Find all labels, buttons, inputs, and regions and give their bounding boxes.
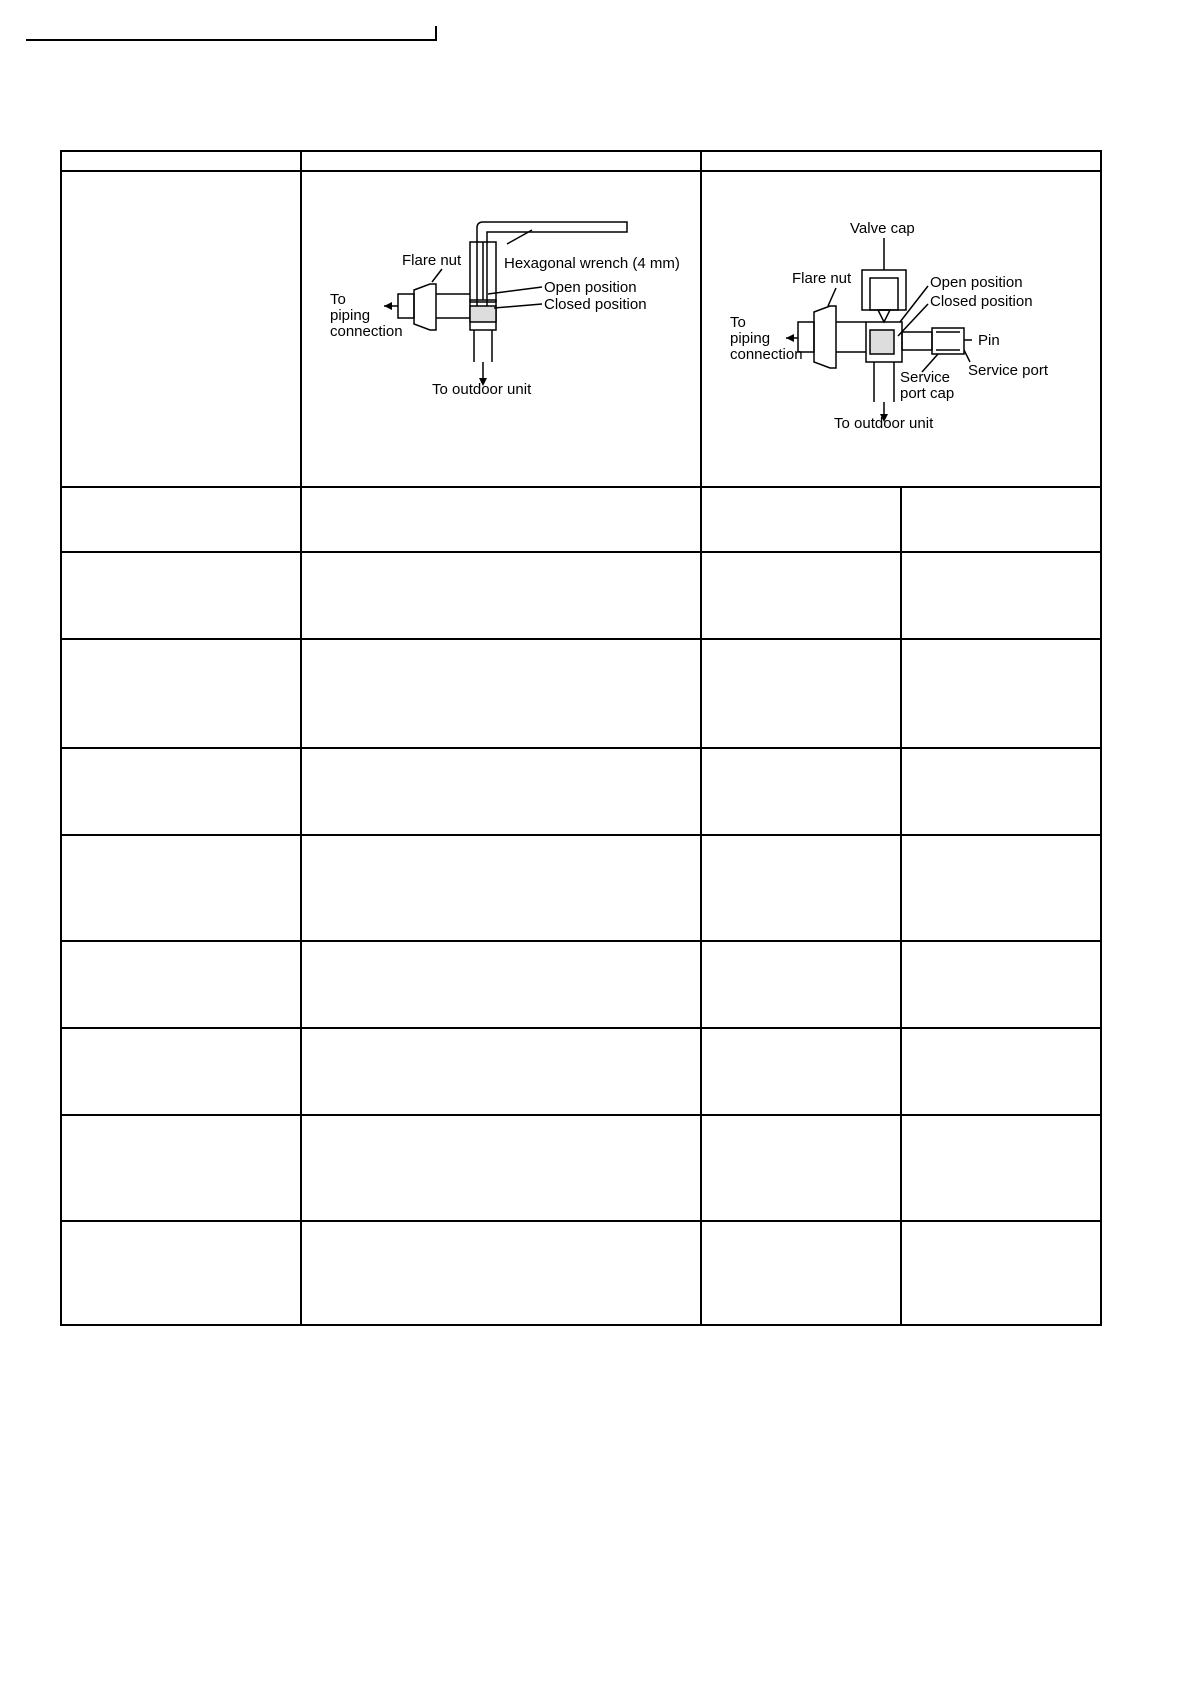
- three-way-closed-position-label: Closed position: [930, 293, 1033, 310]
- table-row: [61, 941, 1101, 1028]
- table-row: [61, 748, 1101, 835]
- table-cell: [701, 1028, 901, 1115]
- table-cell: [701, 1115, 901, 1221]
- table-cell: [61, 1115, 301, 1221]
- table-row: [61, 1028, 1101, 1115]
- table-cell: [701, 487, 901, 552]
- table-row: [61, 639, 1101, 748]
- table-cell: [61, 748, 301, 835]
- table-cell: [301, 1115, 701, 1221]
- table-cell: [301, 1028, 701, 1115]
- valve-cap-label: Valve cap: [850, 220, 915, 237]
- table-cell: [901, 1221, 1101, 1325]
- table-cell: [61, 552, 301, 639]
- table-cell: [301, 748, 701, 835]
- header-rule: [26, 39, 436, 41]
- table-cell: [301, 487, 701, 552]
- table-cell: [901, 1028, 1101, 1115]
- two-way-wrench-label: Hexagonal wrench (4 mm): [504, 255, 680, 272]
- table-cell: [61, 487, 301, 552]
- table-cell: [301, 552, 701, 639]
- table-cell: [901, 639, 1101, 748]
- table-row: [61, 1115, 1101, 1221]
- service-port-cap-label-1: Service: [900, 369, 951, 386]
- three-way-flare-nut-label: Flare nut: [792, 270, 852, 287]
- table-cell: [701, 748, 901, 835]
- table-cell: [301, 941, 701, 1028]
- two-way-open-position-label: Open position: [544, 279, 637, 296]
- table-row: [61, 835, 1101, 941]
- header-cell-item: [61, 151, 301, 171]
- table-cell: [701, 835, 901, 941]
- two-way-valve-cell: [301, 171, 701, 487]
- table-cell: [701, 941, 901, 1028]
- two-way-piping-label: piping: [330, 307, 371, 324]
- service-port-cap-label-2: port cap: [900, 385, 955, 402]
- three-way-piping-label: piping: [730, 330, 771, 347]
- table-cell: [301, 639, 701, 748]
- table-header-row: [61, 151, 1101, 171]
- header-rule-tick: [435, 26, 437, 41]
- three-way-flare-nut-shape: [814, 306, 836, 368]
- header-cell-two-way: [301, 151, 701, 171]
- table-cell: [701, 552, 901, 639]
- diagram-row-label: [61, 171, 301, 487]
- three-way-open-position-label: Open position: [930, 274, 1023, 291]
- three-way-valve-diagram: [702, 172, 1100, 484]
- two-way-to-label: To: [330, 291, 346, 308]
- diagram-row: [61, 171, 1101, 487]
- two-way-valve-diagram: [302, 172, 700, 484]
- three-way-valve-cell: [701, 171, 1101, 487]
- table-cell: [701, 1221, 901, 1325]
- table-cell: [901, 1115, 1101, 1221]
- three-way-to-label: To: [730, 314, 746, 331]
- service-port-label: Service port: [968, 362, 1049, 379]
- table-cell: [61, 1221, 301, 1325]
- two-way-connection-label: connection: [330, 323, 403, 340]
- table-cell: [61, 639, 301, 748]
- two-way-closed-position-label: Closed position: [544, 296, 647, 313]
- table-row: [61, 1221, 1101, 1325]
- table-cell: [901, 748, 1101, 835]
- table-cell: [61, 1028, 301, 1115]
- table-cell: [901, 487, 1101, 552]
- three-way-connection-label: connection: [730, 346, 803, 363]
- table-cell: [901, 835, 1101, 941]
- table-cell: [301, 835, 701, 941]
- table-cell: [61, 835, 301, 941]
- table-cell: [61, 941, 301, 1028]
- header-cell-three-way: [701, 151, 1101, 171]
- pin-label: Pin: [978, 332, 1000, 349]
- table-row: [61, 552, 1101, 639]
- valve-operation-table: [60, 150, 1102, 1326]
- table-cell: [301, 1221, 701, 1325]
- flare-nut-shape: [414, 284, 436, 330]
- table-cell: [701, 639, 901, 748]
- three-way-to-outdoor-label: To outdoor unit: [834, 415, 934, 432]
- two-way-to-outdoor-label: To outdoor unit: [432, 381, 532, 398]
- table-cell: [901, 941, 1101, 1028]
- valve-cap-shape: [862, 270, 906, 310]
- two-way-flare-nut-label: Flare nut: [402, 252, 462, 269]
- table-cell: [901, 552, 1101, 639]
- table-row: [61, 487, 1101, 552]
